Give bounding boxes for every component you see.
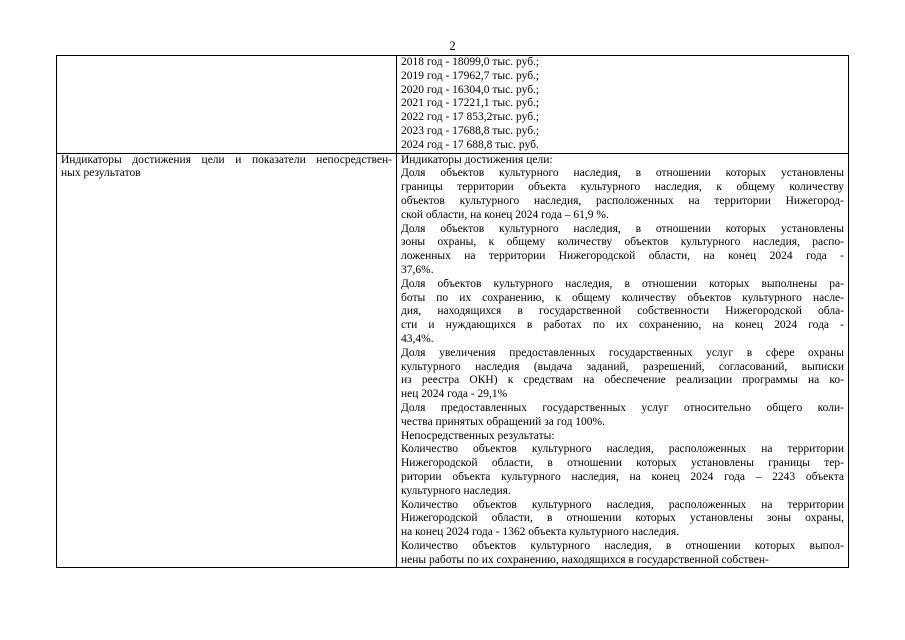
indicator-text-line: ложенных на территории Нижегородской области, на конец 2024 года - (401, 250, 844, 263)
funding-label-cell (57, 56, 397, 154)
indicator-text-line: Количество объектов культурного наследия, расположенных на территории (401, 498, 844, 511)
indicator-text-line: Доля объектов культурного наследия, в отношении которых установлены (401, 167, 844, 180)
indicators-label-line: Индикаторы достижения цели и показатели непосредствен- (61, 153, 392, 166)
funding-year-line: 2020 год - 16304,0 тыс. руб.; (401, 83, 540, 96)
funding-year-line: 2023 год - 17688,8 тыс. руб.; (401, 124, 540, 137)
indicator-text-line: боты по их сохранению, к общему количеству объектов культурного насле- (401, 291, 844, 304)
indicator-text-line: сти и нуждающихся в работах по их сохранению, на конец 2024 года - (401, 319, 844, 332)
indicator-text-line: границы территории объекта культурного наследия, к общему количеству (401, 181, 844, 194)
indicator-text-line: культурного наследия. (401, 484, 511, 497)
indicator-text-line: ритории объекта культурного наследия, на конец 2024 года – 2243 объекта (401, 470, 844, 483)
funding-row (57, 56, 849, 154)
indicator-text-line: культурного наследия (выдача заданий, разрешений, согласований, выписки (401, 360, 844, 373)
indicator-text-line: Индикаторы достижения цели: (401, 153, 553, 166)
funding-values-cell (397, 56, 849, 154)
indicators-label-line: ных результатов (61, 167, 141, 180)
funding-year-line: 2024 год - 17 688,8 тыс. руб. (401, 138, 539, 151)
indicator-text-line: Доля увеличения предоставленных государственных услуг в сфере охраны (401, 346, 844, 359)
indicator-text-line: Нижегородской области, в отношении которых установлены зоны охраны, (401, 512, 844, 525)
indicators-content-cell (397, 153, 849, 568)
indicator-text-line: нены работы по их сохранению, находящихся в государственной собствен- (401, 553, 769, 566)
indicator-text-line: из реестра ОКН) к средствам на обеспечение реализации программы на ко- (401, 374, 844, 387)
indicator-text-line: ской области, на конец 2024 года – 61,9 %. (401, 208, 609, 221)
funding-year-line: 2021 год - 17221,1 тыс. руб.; (401, 97, 540, 110)
indicator-text-line: зоны охраны, к общему количеству объектов культурного наследия, распо- (401, 236, 844, 249)
indicator-text-line: дия, находящихся в государственной собственности Нижегородской обла- (401, 305, 844, 318)
indicator-text-line: Количество объектов культурного наследия, в отношении которых выпол- (401, 539, 844, 552)
indicator-text-line: 43,4%. (401, 332, 434, 345)
funding-year-line: 2022 год - 17 853,2тыс. руб.; (401, 111, 540, 124)
indicators-content (401, 154, 844, 568)
indicators-label-cell (57, 153, 397, 568)
indicators-row (57, 153, 849, 568)
program-passport-table (56, 55, 849, 568)
indicator-text-line: Непосредственных результаты: (401, 429, 555, 442)
indicator-text-line: объектов культурного наследия, расположенных на территории Нижегород- (401, 194, 844, 207)
indicator-text-line: 37,6%. (401, 263, 434, 276)
indicator-text-line: чества принятых обращений за год 100%. (401, 415, 605, 428)
indicator-text-line: Доля объектов культурного наследия, в отношении которых установлены (401, 222, 844, 235)
indicator-text-line: Доля объектов культурного наследия, в отношении которых выполнены ра- (401, 277, 844, 290)
indicator-text-line: нец 2024 года - 29,1% (401, 388, 508, 401)
funding-year-line: 2018 год - 18099,0 тыс. руб.; (401, 56, 540, 68)
indicator-text-line: Количество объектов культурного наследия, расположенных на территории (401, 443, 844, 456)
indicator-text-line: Доля предоставленных государственных услуг относительно общего коли- (401, 401, 844, 414)
indicator-text-line: на конец 2024 года - 1362 объекта культурного наследия. (401, 526, 680, 539)
funding-year-line: 2019 год - 17962,7 тыс. руб.; (401, 69, 540, 82)
indicator-text-line: Нижегородской области, в отношении которых установлены границы тер- (401, 457, 844, 470)
page-number: 2 (449, 38, 456, 53)
